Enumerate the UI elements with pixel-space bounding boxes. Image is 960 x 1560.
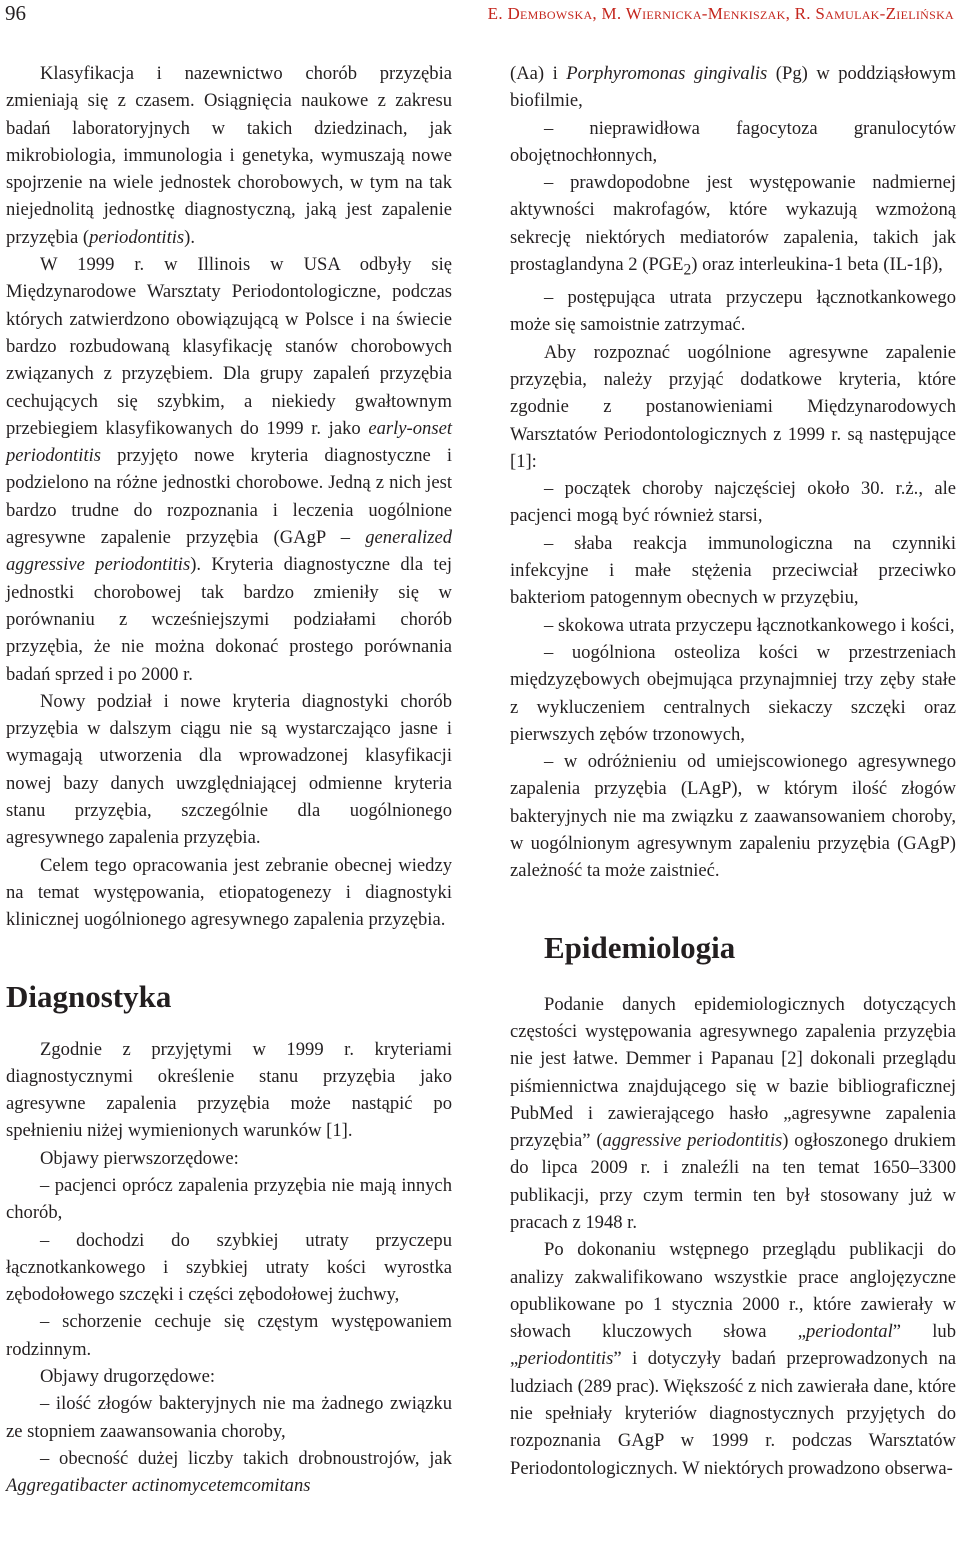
paragraph-epidemiology-2: Po dokonaniu wstępnego przeglądu publikacji do analizy zakwalifikowano wszystkie prace anglojęzyczne opublikowane po 1 stycznia 2000 r., które zawierały w słowach kluczowych słowa „periodontal” lub „periodontitis” i dotyczyły badań przeprowadzonych na ludziach (289 prac). Większość z nich zawierała dane, które nie spełniały kryteriów diagnostycznych przyjętych do rozpoznania GAgP w 1999 r. podczas Warsztatów Periodontologicznych. W niektórych prowadzono obserwa- (510, 1239, 956, 1479)
criterion-3: – skokowa utrata przyczepu łącznotkankowego i kości, (544, 614, 955, 636)
paragraph-additional-criteria: Aby rozpoznać uogólnione agresywne zapalenie przyzębia, należy przyjąć dodatkowe kryteria, które zgodnie z postanowieniami Międzynarodowych Warsztatów Periodontologicznych z 1999 r. są następujące [1]: (510, 341, 956, 472)
heading-epidemiologia: Epidemiologia (544, 929, 736, 965)
right-column (510, 60, 956, 1482)
running-head-authors: E. Dembowska, M. Wiernicka-Menkiszak, R. Samulak-Zielińska (487, 4, 954, 23)
primary-symptom-1: – pacjenci oprócz zapalenia przyzębia nie mają innych chorób, (6, 1174, 452, 1224)
page-header (0, 0, 960, 34)
secondary-symptom-3: – nieprawidłowa fagocytoza granulocytów obojętnochłonnych, (510, 117, 956, 166)
primary-symptom-2: – dochodzi do szybkiej utraty przyczepu łącznotkankowego i szybkiej utraty kości wyrostka zębodołowego szczęki i części zębodołowej żuchwy, (6, 1229, 452, 1306)
paragraph-epidemiology-1: Podanie danych epidemiologicznych dotyczących częstości występowania agresywnego zapalenia przyzębia nie jest łatwe. Demmer i Papanau [2] dokonali przeglądu piśmiennictwa znajdującego się w bazie bibliograficznej PubMed i zawierającego hasło „agresywne zapalenia przyzębia” (aggressive periodontitis) ogłoszonego drukiem do lipca 2009 r. i znaleźli na ten temat 1650–3300 publikacji, przy czym termin ten był stosowany już w pracach z 1948 r. (510, 993, 956, 1233)
primary-symptoms-label: Objawy pierwszorzędowe: (40, 1147, 239, 1169)
paragraph-criteria-intro: Zgodnie z przyjętymi w 1999 r. kryteriami diagnostycznymi określenie stanu przyzębia jako agresywne zapalenia przyzębia może nastąpić po spełnieniu niżej wymienionych warunków [1]. (6, 1038, 452, 1142)
secondary-symptom-2: – obecność dużej liczby takich drobnoustrojów, jak Aggregatibacter actinomycetemcomitans (6, 1447, 452, 1497)
paragraph-new-division: Nowy podział i nowe kryteria diagnostyki chorób przyzębia w dalszym ciągu nie są wystarczająco jasne i wymagają utworzenia dla wprowadzonej klasyfikacji nowej bazy danych uwzględniającej odmienne kryteria stanu przyzębia, szczególnie dla uogólnionego agresywnego zapalenia przyzębia. (6, 690, 452, 849)
criterion-1: – początek choroby najczęściej około 30. r.ż., ale pacjenci mogą być również starsi, (510, 478, 956, 527)
paragraph-aim: Celem tego opracowania jest zebranie obecnej wiedzy na temat występowania, etiopatogenezy i diagnostyki klinicznej uogólnionego agresywnego zapalenia przyzębia. (6, 854, 452, 931)
secondary-symptom-4: – prawdopodobne jest występowanie nadmiernej aktywności makrofagów, które wykazują wzmożoną sekrecję niektórych mediatorów zapalenia, takich jak prostaglandyna 2 $(PGE_2)$ oraz interleukina-1 beta (IL-1β), (510, 172, 956, 279)
secondary-symptom-2-continued: (Aa) i Porphyromonas gingivalis (Pg) w poddziąsłowym biofilmie, (510, 63, 957, 112)
criterion-5: – w odróżnieniu od umiejscowionego agresywnego zapalenia przyzębia (LAgP), w którym ilość złogów bakteryjnych nie ma związku z zaawansowaniem choroby, w uogólnionym agresywnym zapaleniu przyzębia (GAgP) zależność ta może zaistnieć. (510, 751, 956, 882)
primary-symptom-3: – schorzenie cechuje się częstym występowaniem rodzinnym. (6, 1311, 452, 1360)
paragraph-illinois: W 1999 r. w Illinois w USA odbyły się Międzynarodowe Warsztaty Periodontologiczne, podczas których zatwierdzono obowiązującą w Polsce i na świecie bardzo rozbudowaną klasyfikację stanów chorobowych związanych z przyzębiem. Dla grupy zapaleń przyzębia cechujących się szybkim, a niekiedy gwałtownym przebiegiem klasyfikowanych do 1999 r. jako early-onset periodontitis przyjęto nowe kryteria diagnostyczne i podzielono na różne jednostki chorobowe. Jedną z nich jest bardzo trudne do rozpoznania i leczenia uogólnione agresywne zapalenie przyzębia (GAgP – generalized aggressive periodontitis). Kryteria diagnostyczne dla tej jednostki chorobowej tak bardzo zmieniły się w porównaniu z wcześniejszymi podziałami chorób przyzębia, że nie można dokonać prostego porównania badań sprzed i po 2000 r. (6, 254, 452, 685)
left-column (6, 60, 452, 1500)
secondary-symptoms-label: Objawy drugorzędowe: (40, 1366, 216, 1388)
paragraph-intro: Klasyfikacja i nazewnictwo chorób przyzębia zmieniają się z czasem. Osiągnięcia naukowe z zakresu badań laboratoryjnych w takich dziedzinach, jak mikrobiologia, immunologia i genetyka, wymuszają nowe spojrzenie na wiele jednostek chorobowych, w tym na tak niejednolitą jednostkę diagnostyczną, jaką jest zapalenie przyzębia (periodontitis). (6, 63, 452, 248)
criterion-2: – słaba reakcja immunologiczna na czynniki infekcyjne i małe stężenia przeciwciał przeciwko bakteriom patogennym obecnych w przyzębiu, (510, 532, 956, 609)
page-number: 96 (5, 1, 26, 25)
secondary-symptom-5: – postępująca utrata przyczepu łącznotkankowego może się samoistnie zatrzymać. (510, 287, 956, 336)
secondary-symptom-1: – ilość złogów bakteryjnych nie ma żadnego związku ze stopniem zaawansowania choroby, (6, 1393, 452, 1442)
criterion-4: – uogólniona osteoliza kości w przestrzeniach międzyzębowych obejmująca przynajmniej trzy zęby stałe z wykluczeniem centralnych siekaczy szczęki oraz pierwszych zębów trzonowych, (510, 641, 956, 745)
heading-diagnostyka: Diagnostyka (6, 978, 172, 1014)
